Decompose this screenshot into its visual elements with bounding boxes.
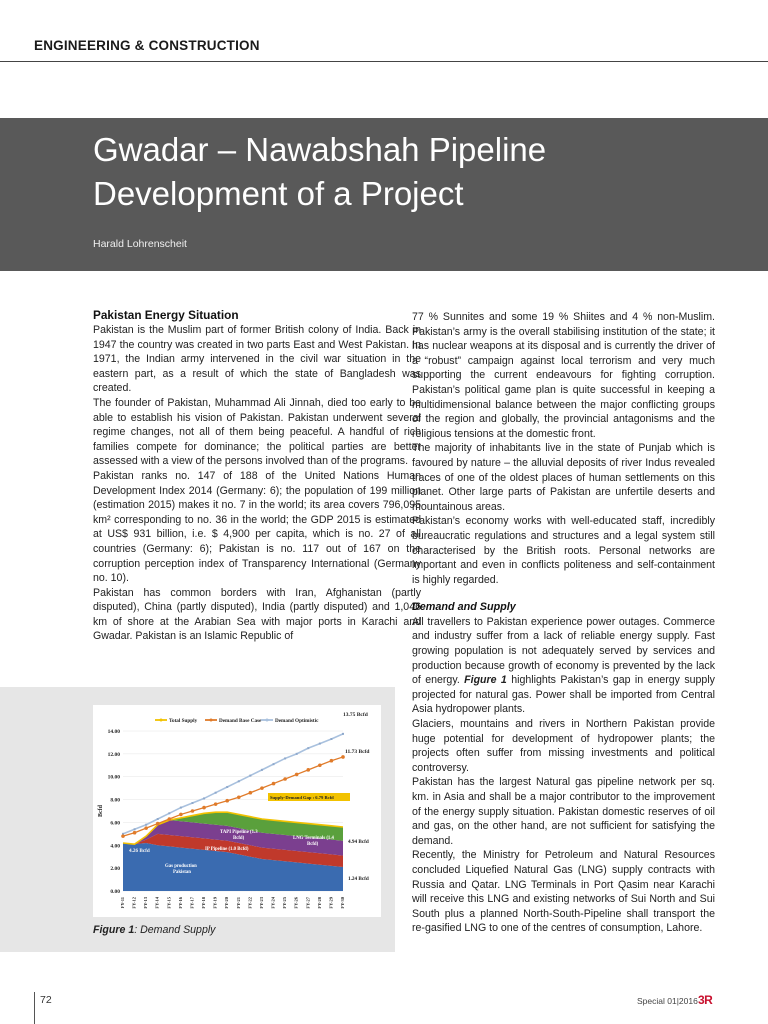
data-point-demand-base — [249, 791, 253, 795]
article-title — [93, 128, 733, 216]
data-point-demand-optimistic — [215, 792, 217, 794]
data-point-demand-base — [330, 759, 334, 763]
legend-marker — [266, 719, 269, 722]
y-tick-label: 2.00 — [110, 866, 120, 873]
paragraph: The majority of inhabitants live in the state of Punjab which is favoured by nature – the alluvial deposits of river Indus revealed traces of one of the oldest places of human settlements on this planet. Other large parts of Pakistan are unfertile deserts and mountainous areas. — [412, 442, 715, 513]
figure-reference: Figure 1 — [464, 674, 507, 687]
page-number: 72 — [40, 994, 52, 1006]
y-tick-label: 12.00 — [107, 751, 120, 758]
legend-label: Demand Optimistic — [275, 718, 319, 724]
annotation-lng: Bcfd) — [307, 842, 319, 847]
data-point-demand-optimistic — [249, 775, 251, 777]
data-point-demand-base — [214, 802, 218, 806]
annotation-gap: Supply-Demand Gap : 6.79 Bcfd — [270, 795, 334, 800]
annotation-production-end: 1.24 Bcfd — [348, 876, 369, 882]
data-point-demand-base — [144, 826, 148, 830]
right-column — [412, 310, 715, 936]
x-tick-label: FY-29 — [328, 897, 334, 909]
data-point-demand-optimistic — [145, 824, 147, 826]
paragraph: Recently, the Ministry for Petroleum and Natural Resources concluded Liquefied Natural Gas (LNG) supply contracts with Russia and Qatar. LNG Terminals in Port Qasim near Karachi will receive this LNG and existing networks of Sui North and Sui South plus a planned North-South-Pipeline shall transport the re-gasified LNG to one of the centres of consumption, Lahore. — [412, 849, 715, 935]
article-author: Harald Lohrenscheit — [93, 238, 187, 250]
data-point-demand-base — [191, 809, 195, 813]
data-point-demand-optimistic — [284, 757, 286, 759]
annotation-lng: LNG Terminals (1.4 — [293, 836, 334, 841]
annotation-supply-end: 4.94 Bcfd — [348, 839, 369, 845]
data-point-demand-base — [179, 813, 183, 817]
x-tick-label: FY-15 — [166, 897, 172, 909]
title-line-2: Development of a Project — [93, 175, 464, 212]
publisher-logo: 3R — [698, 993, 713, 1007]
chart-container — [93, 705, 381, 917]
section-heading-energy: Pakistan Energy Situation — [93, 308, 239, 322]
legend-marker — [160, 719, 163, 722]
x-tick-label: FY-26 — [293, 897, 299, 909]
caption-text: : Demand Supply — [134, 924, 216, 936]
data-point-demand-base — [283, 777, 287, 781]
data-point-demand-base — [202, 806, 206, 810]
x-tick-label: FY-18 — [201, 897, 207, 909]
x-tick-label: FY-12 — [131, 897, 137, 909]
data-point-demand-base — [237, 795, 241, 799]
y-tick-label: 8.00 — [110, 797, 120, 804]
legend-label: Demand Base Case — [219, 718, 262, 724]
data-point-demand-optimistic — [319, 743, 321, 745]
data-point-demand-base — [318, 763, 322, 767]
text-run: highlights Pakistan’s gap in energy supply projected for natural gas. Power shall be imported from Central Asia hydropower plants. — [412, 674, 715, 716]
data-point-demand-optimistic — [238, 780, 240, 782]
x-tick-label: FY-13 — [143, 897, 149, 909]
section-heading-demand: Demand and Supply — [412, 601, 516, 614]
x-tick-label: FY-22 — [247, 897, 253, 909]
figure-caption — [93, 924, 215, 936]
x-tick-label: FY-25 — [282, 897, 288, 909]
data-point-demand-base — [225, 799, 229, 803]
paragraph: The founder of Pakistan, Muhammad Ali Jinnah, died too early to be able to establish his vision of Pakistan. Pakistan underwent several regime changes, not all of them being peaceful. A handful of rich families compete for dominance; the political parties are better assessed with a view of the persons involved than of the programs. — [93, 396, 421, 468]
annotation-tapi: TAPI Pipeline (1.3 — [220, 830, 258, 835]
data-point-demand-optimistic — [180, 807, 182, 809]
x-tick-label: FY-28 — [316, 897, 322, 909]
data-point-demand-optimistic — [261, 769, 263, 771]
data-point-demand-base — [295, 773, 299, 777]
y-tick-label: 4.00 — [110, 843, 120, 850]
x-tick-label: FY-24 — [270, 897, 276, 909]
x-tick-label: FY-17 — [189, 897, 195, 909]
paragraph: 77 % Sunnites and some 19 % Shiites and 4 % non-Muslim. Pakistan’s army is the overall stabilising institution of the state; it has nuclear weapons at its disposal and is currently the driver of a “robust” campaign against local terrorism and very much supporting the current endeavours for fighting corruption. Pakistan’s political game plan is quite successful in keeping a multidimensional balance between the major conflicting groups of the region and globally, the provincial antagonisms and the religious tensions at the domestic front. — [412, 311, 715, 440]
paragraph: Pakistan is the Muslim part of former British colony of India. Back in 1947 the country was created in two parts East and West Pakistan. In 1971, the Indian army intervened in the civil war situation in the eastern part, as a result of which the state of Bangladesh was created. — [93, 324, 421, 395]
demand-supply-chart — [93, 705, 381, 917]
data-point-demand-base — [272, 782, 276, 786]
paragraph: Pakistan ranks no. 147 of 188 of the United Nations Human Development Index 2014 (Germany: 6); the population of 199 million (estimation 2015) makes it no. 7 in the world; its area covers 796,095 km² corresponding to no. 36 in the world; the GDP 2015 is estimated at US$ 931 billion, i.e. $ 4,900 per capita, which is no. 27 of all countries (Germany: 6); Pakistan is no. 117 out of 167 on the corruption perception index of Transparency International (Germany no. 10). — [93, 469, 421, 585]
legend-label: Total Supply — [169, 718, 198, 724]
paragraph: Glaciers, mountains and rivers in Northern Pakistan provide huge potential for development of hydropower plants; the projects often suffer from missing investments and political controversy. — [412, 718, 715, 774]
x-tick-label: FY-16 — [177, 897, 183, 909]
data-point-demand-base — [306, 768, 310, 772]
y-tick-label: 6.00 — [110, 820, 120, 827]
data-point-demand-base — [341, 755, 345, 759]
data-point-demand-optimistic — [273, 763, 275, 765]
data-point-demand-optimistic — [296, 753, 298, 755]
annotation-optimistic-end: 13.75 Bcfd — [343, 712, 368, 718]
x-tick-label: FY-27 — [305, 897, 311, 909]
header-rule — [0, 61, 768, 62]
x-tick-label: FY-14 — [154, 897, 160, 909]
data-point-demand-optimistic — [134, 828, 136, 830]
data-point-demand-optimistic — [203, 797, 205, 799]
caption-label: Figure 1 — [93, 924, 135, 936]
paragraph — [412, 615, 715, 717]
issue-label: Special 01|2016 — [637, 996, 698, 1006]
x-tick-label: FY-23 — [258, 897, 264, 909]
footer-bar — [34, 992, 35, 1024]
data-point-demand-optimistic — [226, 786, 228, 788]
annotation-gas-production: Pakistan — [173, 870, 191, 875]
annotation-tapi: Bcfd) — [233, 836, 245, 841]
x-tick-label: FY-21 — [235, 897, 241, 909]
title-line-1: Gwadar – Nawabshah Pipeline — [93, 131, 547, 168]
y-tick-label: 14.00 — [107, 729, 120, 735]
data-point-demand-optimistic — [157, 818, 159, 820]
data-point-demand-optimistic — [191, 802, 193, 804]
data-point-demand-base — [260, 786, 264, 790]
text-run: All travellers to Pakistan experience power outages. Commerce and industry suffer from a lack of reliable energy supply. Fast growing population is not adequately served by services and production because growth of economy is prevented by the lack of energy. — [412, 615, 715, 687]
paragraph: Pakistan has the largest Natural gas pipeline network per sq. km. in Asia and shall be a major contributor to the improvement of the energy supply situation. Pakistan domestic reserves of oil and gas, on the other hand, are not sufficient for satisfying the demand. — [412, 776, 715, 847]
legend-marker — [210, 719, 213, 722]
left-column — [93, 308, 421, 644]
data-point-demand-optimistic — [168, 812, 170, 814]
data-point-demand-optimistic — [307, 747, 309, 749]
data-point-demand-base — [156, 822, 160, 826]
x-tick-label: FY-20 — [224, 897, 230, 909]
x-tick-label: FY-11 — [120, 897, 125, 909]
paragraph: Pakistan’s economy works with well-educated staff, incredibly bureaucratic regulations and structures and a legal system still characterised by the British roots. Personal networks are important and even in conflicts politeness and self-containment is highly regarded. — [412, 515, 715, 586]
data-point-demand-base — [168, 817, 172, 821]
data-point-demand-base — [133, 831, 137, 835]
x-tick-label: FY-30 — [340, 897, 345, 909]
y-tick-label: 0.00 — [110, 889, 120, 895]
annotation-gas-production: Gas production — [165, 864, 197, 869]
data-point-demand-optimistic — [330, 738, 332, 740]
annotation-ip: IP Pipeline (1.0 Bcfd) — [205, 847, 249, 852]
data-point-demand-base — [121, 834, 125, 838]
x-tick-label: FY-19 — [212, 897, 218, 909]
spacer — [412, 587, 715, 600]
y-tick-label: 10.00 — [107, 774, 120, 781]
annotation-base-end: 11.73 Bcfd — [345, 749, 370, 755]
paragraph: Pakistan has common borders with Iran, Afghanistan (partly disputed), China (partly disputed), India (partly disputed) and 1,046 km of shore at the Arabian Sea with major ports in Karachi and Gwadar. Pakistan is an Islamic Republic of — [93, 586, 421, 643]
y-axis-label: Bcfd — [98, 805, 104, 817]
data-point-demand-optimistic — [342, 733, 344, 735]
section-header: ENGINEERING & CONSTRUCTION — [34, 38, 260, 53]
annotation-start: 4.26 Bcfd — [129, 848, 150, 854]
